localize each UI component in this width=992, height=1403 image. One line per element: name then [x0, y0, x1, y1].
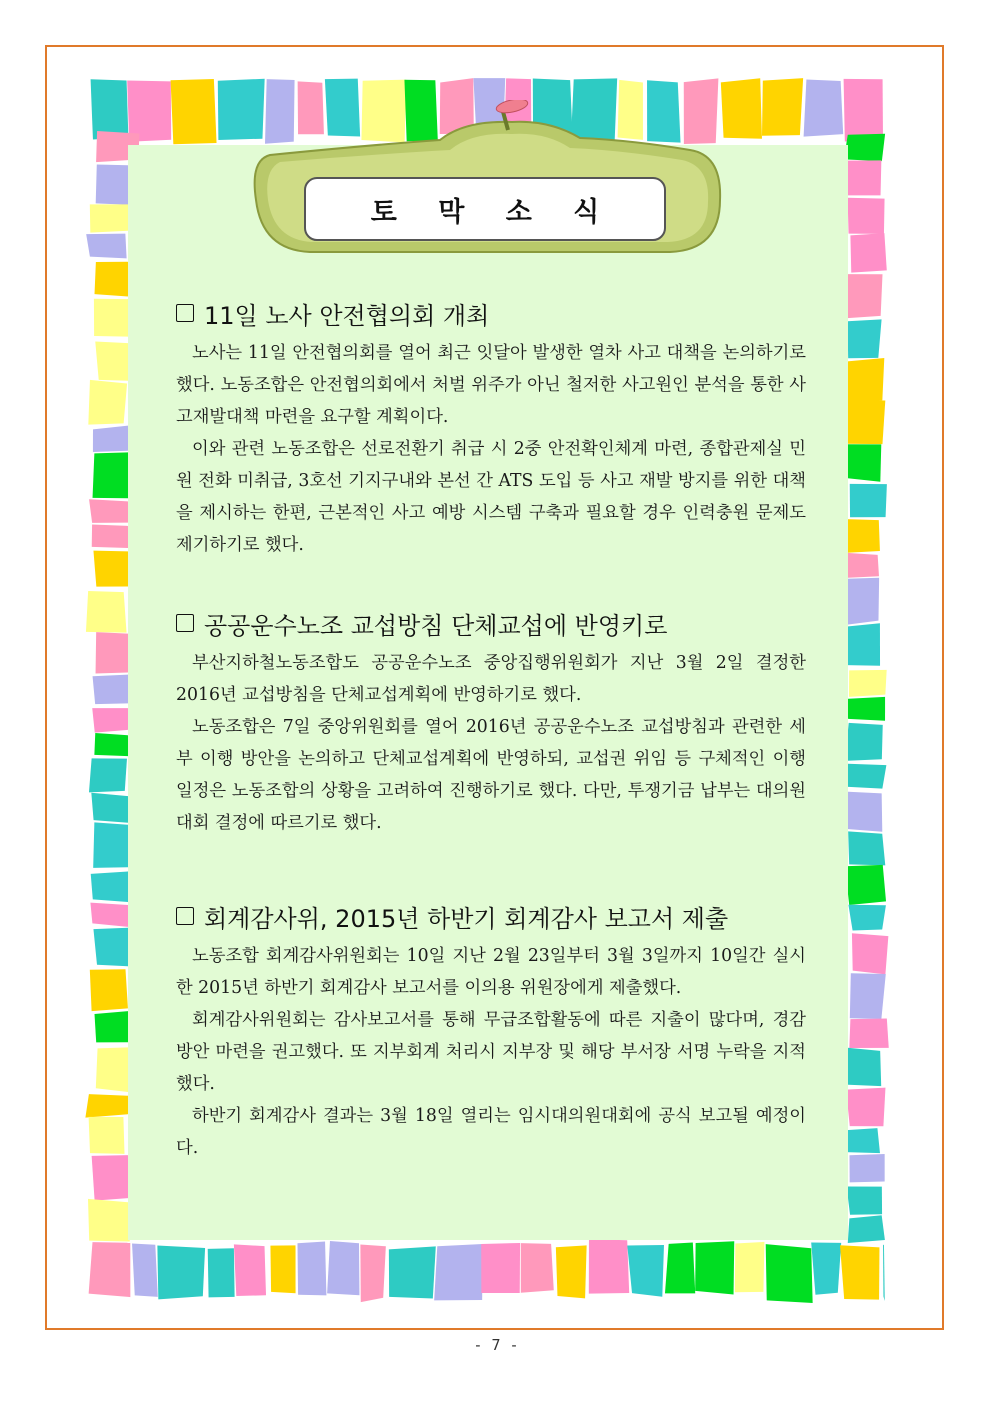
confetti-piece: [360, 1244, 385, 1302]
article-paragraph: 회계감사위원회는 감사보고서를 통해 무급조합활동에 따른 지출이 많다며, 경감 방안 마련을 권고했다. 또 지부회계 처리시 지부장 및 해당 부서장 서명 누락을 지적했다.: [176, 1010, 806, 1094]
confetti-piece: [721, 78, 762, 138]
confetti-piece: [843, 553, 879, 578]
article-paragraph: 하반기 회계감사 결과는 3월 18일 열리는 임시대의원대회에 공식 보고될 예정이다.: [176, 1106, 806, 1158]
confetti-piece: [91, 79, 129, 139]
confetti-piece: [297, 1241, 326, 1295]
article-heading-text: 회계감사위, 2015년 하반기 회계감사 보고서 제출: [204, 904, 729, 933]
confetti-piece: [849, 670, 887, 697]
confetti-piece: [270, 1245, 295, 1293]
confetti-piece: [88, 1199, 133, 1242]
confetti-piece: [844, 134, 885, 161]
confetti-piece: [846, 578, 879, 625]
article-heading: [176, 295, 806, 331]
confetti-piece: [847, 319, 881, 358]
checkbox-square-icon: [176, 907, 194, 925]
confetti-piece: [848, 1215, 885, 1243]
article-paragraph: 부산지하철노동조합도 공공운수노조 중앙집행위원회가 지난 3월 2일 결정한 2016년 교섭방침을 단체교섭계획에 반영하기로 했다.: [176, 653, 806, 705]
confetti-piece: [843, 697, 885, 721]
article-paragraph: 노사는 11일 안전협의회를 열어 최근 잇달아 발생한 열차 사고 대책을 논의하기로 했다. 노동조합은 안전협의회에서 처벌 위주가 아닌 철저한 사고원인 분석을 통한 사고재발대책 마련을 요구할 계획이다.: [176, 343, 806, 427]
confetti-piece: [845, 623, 880, 665]
article-heading: [176, 605, 806, 641]
confetti-piece: [88, 380, 127, 425]
confetti-piece: [86, 234, 126, 259]
confetti-piece: [695, 1241, 734, 1294]
checkbox-square-icon: [176, 304, 194, 322]
confetti-piece: [848, 198, 885, 234]
news-article: [176, 295, 806, 561]
confetti-piece: [93, 425, 133, 452]
confetti-piece: [94, 733, 132, 756]
confetti-piece: [849, 1154, 884, 1182]
confetti-piece: [92, 1155, 133, 1201]
confetti-piece: [556, 1245, 587, 1298]
confetti-piece: [132, 1243, 158, 1296]
news-article: [176, 605, 806, 839]
article-heading-text: 11일 노사 안전협의회 개최: [204, 301, 490, 330]
confetti-piece: [766, 1244, 813, 1303]
confetti-piece: [883, 1245, 885, 1301]
confetti-piece: [845, 1048, 881, 1087]
confetti-piece: [845, 1128, 880, 1153]
confetti-piece: [91, 871, 131, 902]
confetti-piece: [90, 903, 131, 928]
confetti-piece: [843, 274, 882, 318]
confetti-piece: [127, 80, 171, 141]
confetti-piece: [86, 591, 127, 633]
confetti-piece: [89, 1117, 125, 1154]
confetti-piece: [848, 905, 886, 931]
news-article: [176, 898, 806, 1164]
confetti-piece: [481, 1243, 520, 1293]
confetti-piece: [811, 1243, 841, 1295]
confetti-piece: [844, 764, 886, 789]
confetti-piece: [762, 78, 803, 136]
confetti-piece: [627, 1245, 664, 1297]
confetti-piece: [389, 1246, 436, 1298]
confetti-piece: [847, 358, 884, 402]
page-number: - 7 -: [473, 1336, 519, 1354]
article-paragraph: 이와 관련 노동조합은 선로전환기 취급 시 2중 안전확인체계 마련, 종합관제실 민원 전화 미취급, 3호선 기지구내와 본선 간 ATS 도입 등 사고 재발 방지를 위한 대책을 제시하는 한편, 근본적인 사고 예방 시스템 구축과 필요할 경우 인력충원 문제도 제기하기로 했다.: [176, 439, 806, 555]
confetti-piece: [95, 262, 133, 297]
confetti-piece: [589, 1239, 629, 1293]
confetti-piece: [92, 708, 133, 733]
confetti-piece: [850, 484, 887, 517]
confetti-piece: [234, 1244, 266, 1296]
confetti-piece: [91, 793, 131, 823]
confetti-piece: [208, 1248, 235, 1297]
checkbox-square-icon: [176, 614, 194, 632]
confetti-piece: [735, 1242, 765, 1292]
confetti-piece: [846, 1088, 885, 1127]
confetti-piece: [843, 444, 882, 481]
confetti-piece: [840, 1245, 879, 1299]
confetti-piece: [434, 1244, 483, 1300]
confetti-piece: [521, 1243, 554, 1293]
confetti-piece: [804, 80, 844, 137]
article-heading-text: 공공운수노조 교섭방침 단체교섭에 반영키로: [204, 611, 668, 640]
confetti-piece: [844, 79, 883, 142]
confetti-piece: [849, 1018, 888, 1047]
confetti-piece: [171, 79, 217, 144]
confetti-piece: [843, 519, 880, 553]
confetti-piece: [848, 831, 885, 865]
confetti-piece: [90, 204, 130, 232]
article-heading: [176, 898, 806, 934]
confetti-piece: [92, 525, 130, 549]
article-paragraph: 노동조합 회계감사위원회는 10일 지난 2월 23일부터 3월 3일까지 10일간 실시한 2015년 하반기 회계감사 보고서를 이의용 위원장에게 제출했다.: [176, 946, 806, 998]
confetti-piece: [85, 1094, 128, 1118]
confetti-piece: [93, 674, 133, 704]
confetti-piece: [157, 1245, 205, 1299]
confetti-piece: [852, 933, 888, 974]
confetti-piece: [845, 865, 886, 905]
confetti-piece: [850, 233, 886, 272]
confetti-piece: [845, 723, 883, 761]
confetti-piece: [844, 160, 881, 195]
confetti-piece: [850, 973, 886, 1019]
confetti-piece: [327, 1241, 359, 1295]
confetti-piece: [89, 1242, 131, 1297]
confetti-piece: [90, 969, 128, 1011]
confetti-piece: [845, 792, 882, 832]
confetti-piece: [89, 758, 127, 792]
article-paragraph: 노동조합은 7일 중앙위원회를 열어 2016년 공공운수노조 교섭방침과 관련한 세부 이행 방안을 논의하고 단체교섭계획에 반영하되, 교섭권 위임 등 구체적인 이행 일정은 노동조합의 상황을 고려하여 진행하기로 했다. 다만, 투쟁기금 납부는 대의원대회 결정에 따르기로 했다.: [176, 717, 806, 833]
confetti-piece: [847, 1187, 882, 1215]
confetti-piece: [665, 1242, 695, 1293]
confetti-piece: [845, 400, 886, 444]
page-title: 토 막 소 식: [370, 196, 616, 228]
